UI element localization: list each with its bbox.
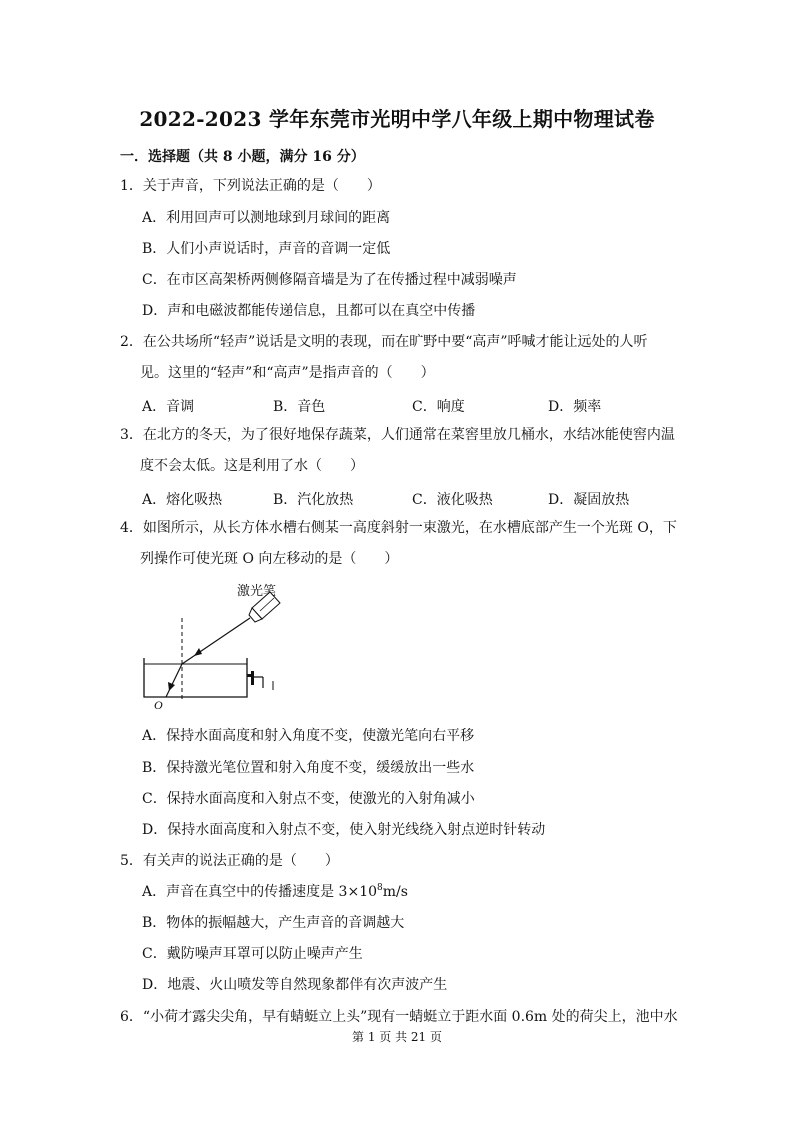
question-1-option-d: D．声和电磁波都能传递信息，且都可以在真空中传播	[142, 303, 476, 319]
question-5-option-a	[142, 884, 408, 900]
question-1-stem: 1．关于声音，下列说法正确的是（ ）	[120, 178, 381, 194]
water-tank	[144, 658, 247, 697]
question-4-stem: 4．如图所示，从长方体水槽右侧某一高度斜射一束激光，在水槽底部产生一个光斑 O，下	[120, 520, 677, 536]
page-title: 2022-2023 学年东莞市光明中学八年级上期中物理试卷	[139, 107, 655, 131]
section-heading: 一．选择题（共 8 小题，满分 16 分）	[120, 149, 365, 165]
question-2-option-a: A．音调	[142, 399, 195, 415]
question-3-stem-continued: 度不会太低。这是利用了水（ ）	[140, 458, 364, 474]
question-5-option-b: B．物体的振幅越大，产生声音的音调越大	[142, 915, 405, 931]
option-a-text: A．声音在真空中的传播速度是 3×10	[142, 884, 378, 900]
question-1-option-a: A．利用回声可以测地球到月球间的距离	[142, 210, 391, 226]
question-4-stem-continued: 列操作可使光斑 O 向左移动的是（ ）	[140, 551, 399, 567]
question-2-option-c: C．响度	[412, 399, 465, 415]
question-5-option-c: C．戴防噪声耳罩可以防止噪声产生	[142, 946, 363, 962]
incident-arrow-icon	[194, 648, 202, 656]
page-footer: 第 1 页 共 21 页	[352, 1030, 442, 1044]
question-3-option-d: D．凝固放热	[548, 492, 630, 508]
refracted-arrow-icon	[168, 682, 175, 691]
question-2-option-d: D．频率	[548, 399, 602, 415]
question-4-option-d: D．保持水面高度和入射点不变，使入射光线绕入射点逆时针转动	[142, 822, 546, 838]
tap-icon	[247, 671, 273, 690]
question-6-stem: 6．“小荷才露尖尖角，早有蜻蜓立上头”现有一蜻蜓立于距水面 0.6m 处的荷尖上，池中水	[120, 1009, 678, 1025]
laser-tank-diagram	[140, 578, 300, 710]
question-3-stem: 3．在北方的冬天，为了很好地保存蔬菜，人们通常在菜窖里放几桶水，水结冰能使窖内温	[120, 427, 675, 443]
question-4-option-b: B．保持激光笔位置和射入角度不变，缓缓放出一些水	[142, 760, 475, 776]
exponent: 8	[377, 883, 383, 893]
laser-pen-label: 激光笔	[237, 583, 277, 598]
question-1-option-b: B．人们小声说话时，声音的音调一定低	[142, 241, 391, 257]
question-5-stem: 5．有关声的说法正确的是（ ）	[120, 853, 339, 869]
question-3-option-c: C．液化吸热	[412, 492, 493, 508]
light-spot-label: O	[154, 698, 163, 710]
question-5-option-d: D．地震、火山喷发等自然现象都伴有次声波产生	[142, 977, 448, 993]
question-3-option-a: A．熔化吸热	[142, 492, 223, 508]
question-2-stem-continued: 见。这里的“轻声”和“高声”是指声音的（ ）	[140, 365, 435, 381]
question-3-option-b: B．汽化放热	[273, 492, 354, 508]
question-2-stem: 2．在公共场所“轻声”说话是文明的表现，而在旷野中要“高声”呼喊才能让远处的人听	[120, 334, 648, 350]
question-2-option-b: B．音色	[273, 399, 326, 415]
question-1-option-c: C．在市区高架桥两侧修隔音墙是为了在传播过程中减弱噪声	[142, 272, 517, 288]
question-4-option-a: A．保持水面高度和射入角度不变，使激光笔向右平移	[142, 728, 475, 744]
option-a-unit: m/s	[382, 884, 408, 900]
refracted-ray	[166, 664, 182, 697]
question-4-option-c: C．保持水面高度和入射点不变，使激光的入射角减小	[142, 791, 475, 807]
laser-tank-figure	[140, 578, 300, 714]
incident-ray	[182, 618, 250, 664]
